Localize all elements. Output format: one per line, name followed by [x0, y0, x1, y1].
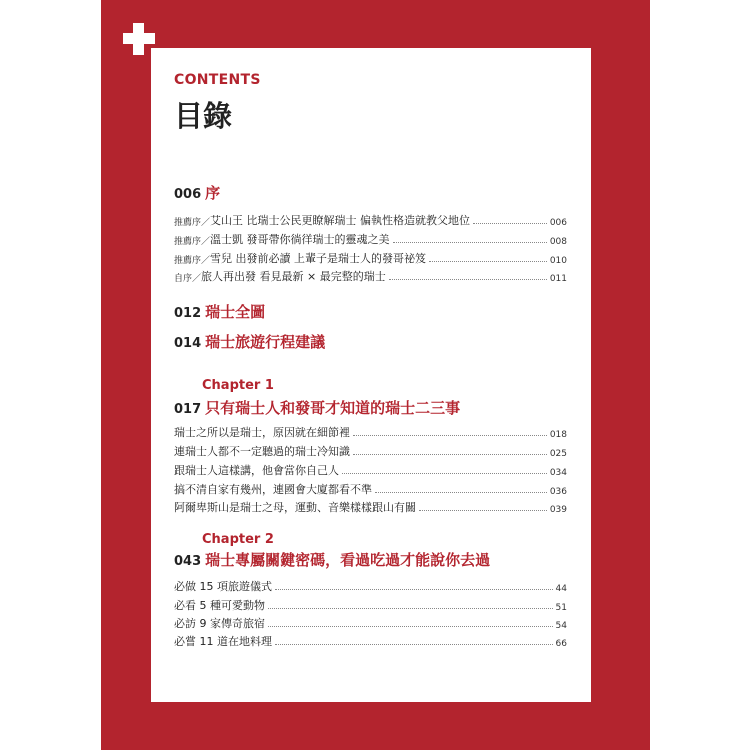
section-page-number: 006	[174, 187, 202, 202]
toc-entry[interactable]	[174, 211, 567, 228]
section-page-number: 043	[174, 554, 202, 569]
entry-text: 雪兒 出發前必讀 上輩子是瑞士人的發哥祕笈	[210, 252, 427, 265]
entry-page-number: 034	[549, 468, 567, 478]
toc-entry[interactable]	[174, 267, 567, 284]
entry-text: 艾山王 比瑞士公民更瞭解瑞士 偏執性格造就教父地位	[210, 214, 471, 227]
entry-text: 必嘗 11 道在地料理	[174, 635, 272, 648]
entry-text: 連瑞士人都不一定聽過的瑞士冷知識	[174, 445, 350, 458]
toc-entry[interactable]	[174, 461, 567, 478]
entry-text: 必做 15 項旅遊儀式	[174, 580, 272, 593]
contents-label: CONTENTS	[174, 72, 261, 88]
entry-page-number: 006	[549, 218, 567, 228]
section-heading-012[interactable]	[174, 301, 265, 322]
entry-page-number: 010	[549, 256, 567, 266]
section-title: 瑞士旅遊行程建議	[205, 333, 326, 351]
chapter-2-heading[interactable]	[174, 549, 490, 570]
toc-entry[interactable]	[174, 498, 567, 515]
toc-page	[151, 48, 591, 702]
entry-text: 搞不清自家有幾州，連國會大廈都看不準	[174, 483, 372, 496]
entry-prefix: 推薦序／	[174, 218, 211, 228]
entry-page-number: 54	[555, 621, 567, 631]
dot-leader	[429, 260, 547, 262]
entry-page-number: 018	[549, 430, 567, 440]
toc-entry[interactable]	[174, 480, 567, 497]
toc-entry[interactable]	[174, 249, 567, 266]
section-title: 只有瑞士人和發哥才知道的瑞士二三事	[205, 399, 461, 417]
entry-page-number: 039	[549, 505, 567, 515]
dot-leader	[353, 453, 547, 455]
toc-entry[interactable]	[174, 230, 567, 247]
toc-entry[interactable]	[174, 632, 567, 649]
chapter-1-heading[interactable]	[174, 397, 460, 418]
toc-entry[interactable]	[174, 577, 567, 594]
dot-leader	[275, 588, 553, 590]
dot-leader	[268, 607, 553, 609]
entry-prefix: 自序／	[174, 274, 202, 284]
entry-page-number: 008	[549, 237, 567, 247]
toc-entry[interactable]	[174, 442, 567, 459]
chapter-label: Chapter 2	[202, 532, 274, 547]
entry-page-number: 011	[549, 274, 567, 284]
entry-prefix: 推薦序／	[174, 237, 211, 247]
entry-page-number: 025	[549, 449, 567, 459]
entry-page-number: 66	[555, 639, 567, 649]
dot-leader	[473, 222, 547, 224]
dot-leader	[268, 625, 553, 627]
chapter-label: Chapter 1	[202, 378, 274, 393]
section-heading-006[interactable]	[174, 182, 220, 203]
entry-page-number: 51	[555, 603, 567, 613]
dot-leader	[389, 278, 547, 280]
section-title: 序	[205, 184, 221, 202]
entry-page-number: 44	[555, 584, 567, 594]
section-title: 瑞士專屬關鍵密碼，看過吃過才能說你去過	[205, 551, 491, 569]
entry-text: 必看 5 種可愛動物	[174, 599, 265, 612]
entry-prefix: 推薦序／	[174, 256, 211, 266]
page-title: 目錄	[174, 99, 233, 133]
dot-leader	[342, 472, 547, 474]
entry-text: 必訪 9 家傳奇旅宿	[174, 617, 265, 630]
entry-page-number: 036	[549, 487, 567, 497]
entry-text: 旅人再出發 看見最新 × 最完整的瑞士	[201, 270, 386, 283]
dot-leader	[419, 509, 547, 511]
section-title: 瑞士全圖	[205, 303, 266, 321]
dot-leader	[375, 491, 547, 493]
section-page-number: 014	[174, 336, 202, 351]
dot-leader	[353, 434, 547, 436]
toc-entry[interactable]	[174, 423, 567, 440]
entry-text: 跟瑞士人這樣講，他會當你自己人	[174, 464, 339, 477]
toc-entry[interactable]	[174, 596, 567, 613]
entry-text: 阿爾卑斯山是瑞士之母，運動、音樂樣樣跟山有關	[174, 501, 416, 514]
section-heading-014[interactable]	[174, 331, 325, 352]
dot-leader	[275, 643, 553, 645]
section-page-number: 012	[174, 306, 202, 321]
entry-text: 瑞士之所以是瑞士，原因就在細節裡	[174, 426, 350, 439]
toc-entry[interactable]	[174, 614, 567, 631]
section-page-number: 017	[174, 402, 202, 417]
entry-text: 溫士凱 發哥帶你徜徉瑞士的靈魂之美	[210, 233, 390, 246]
dot-leader	[393, 241, 547, 243]
